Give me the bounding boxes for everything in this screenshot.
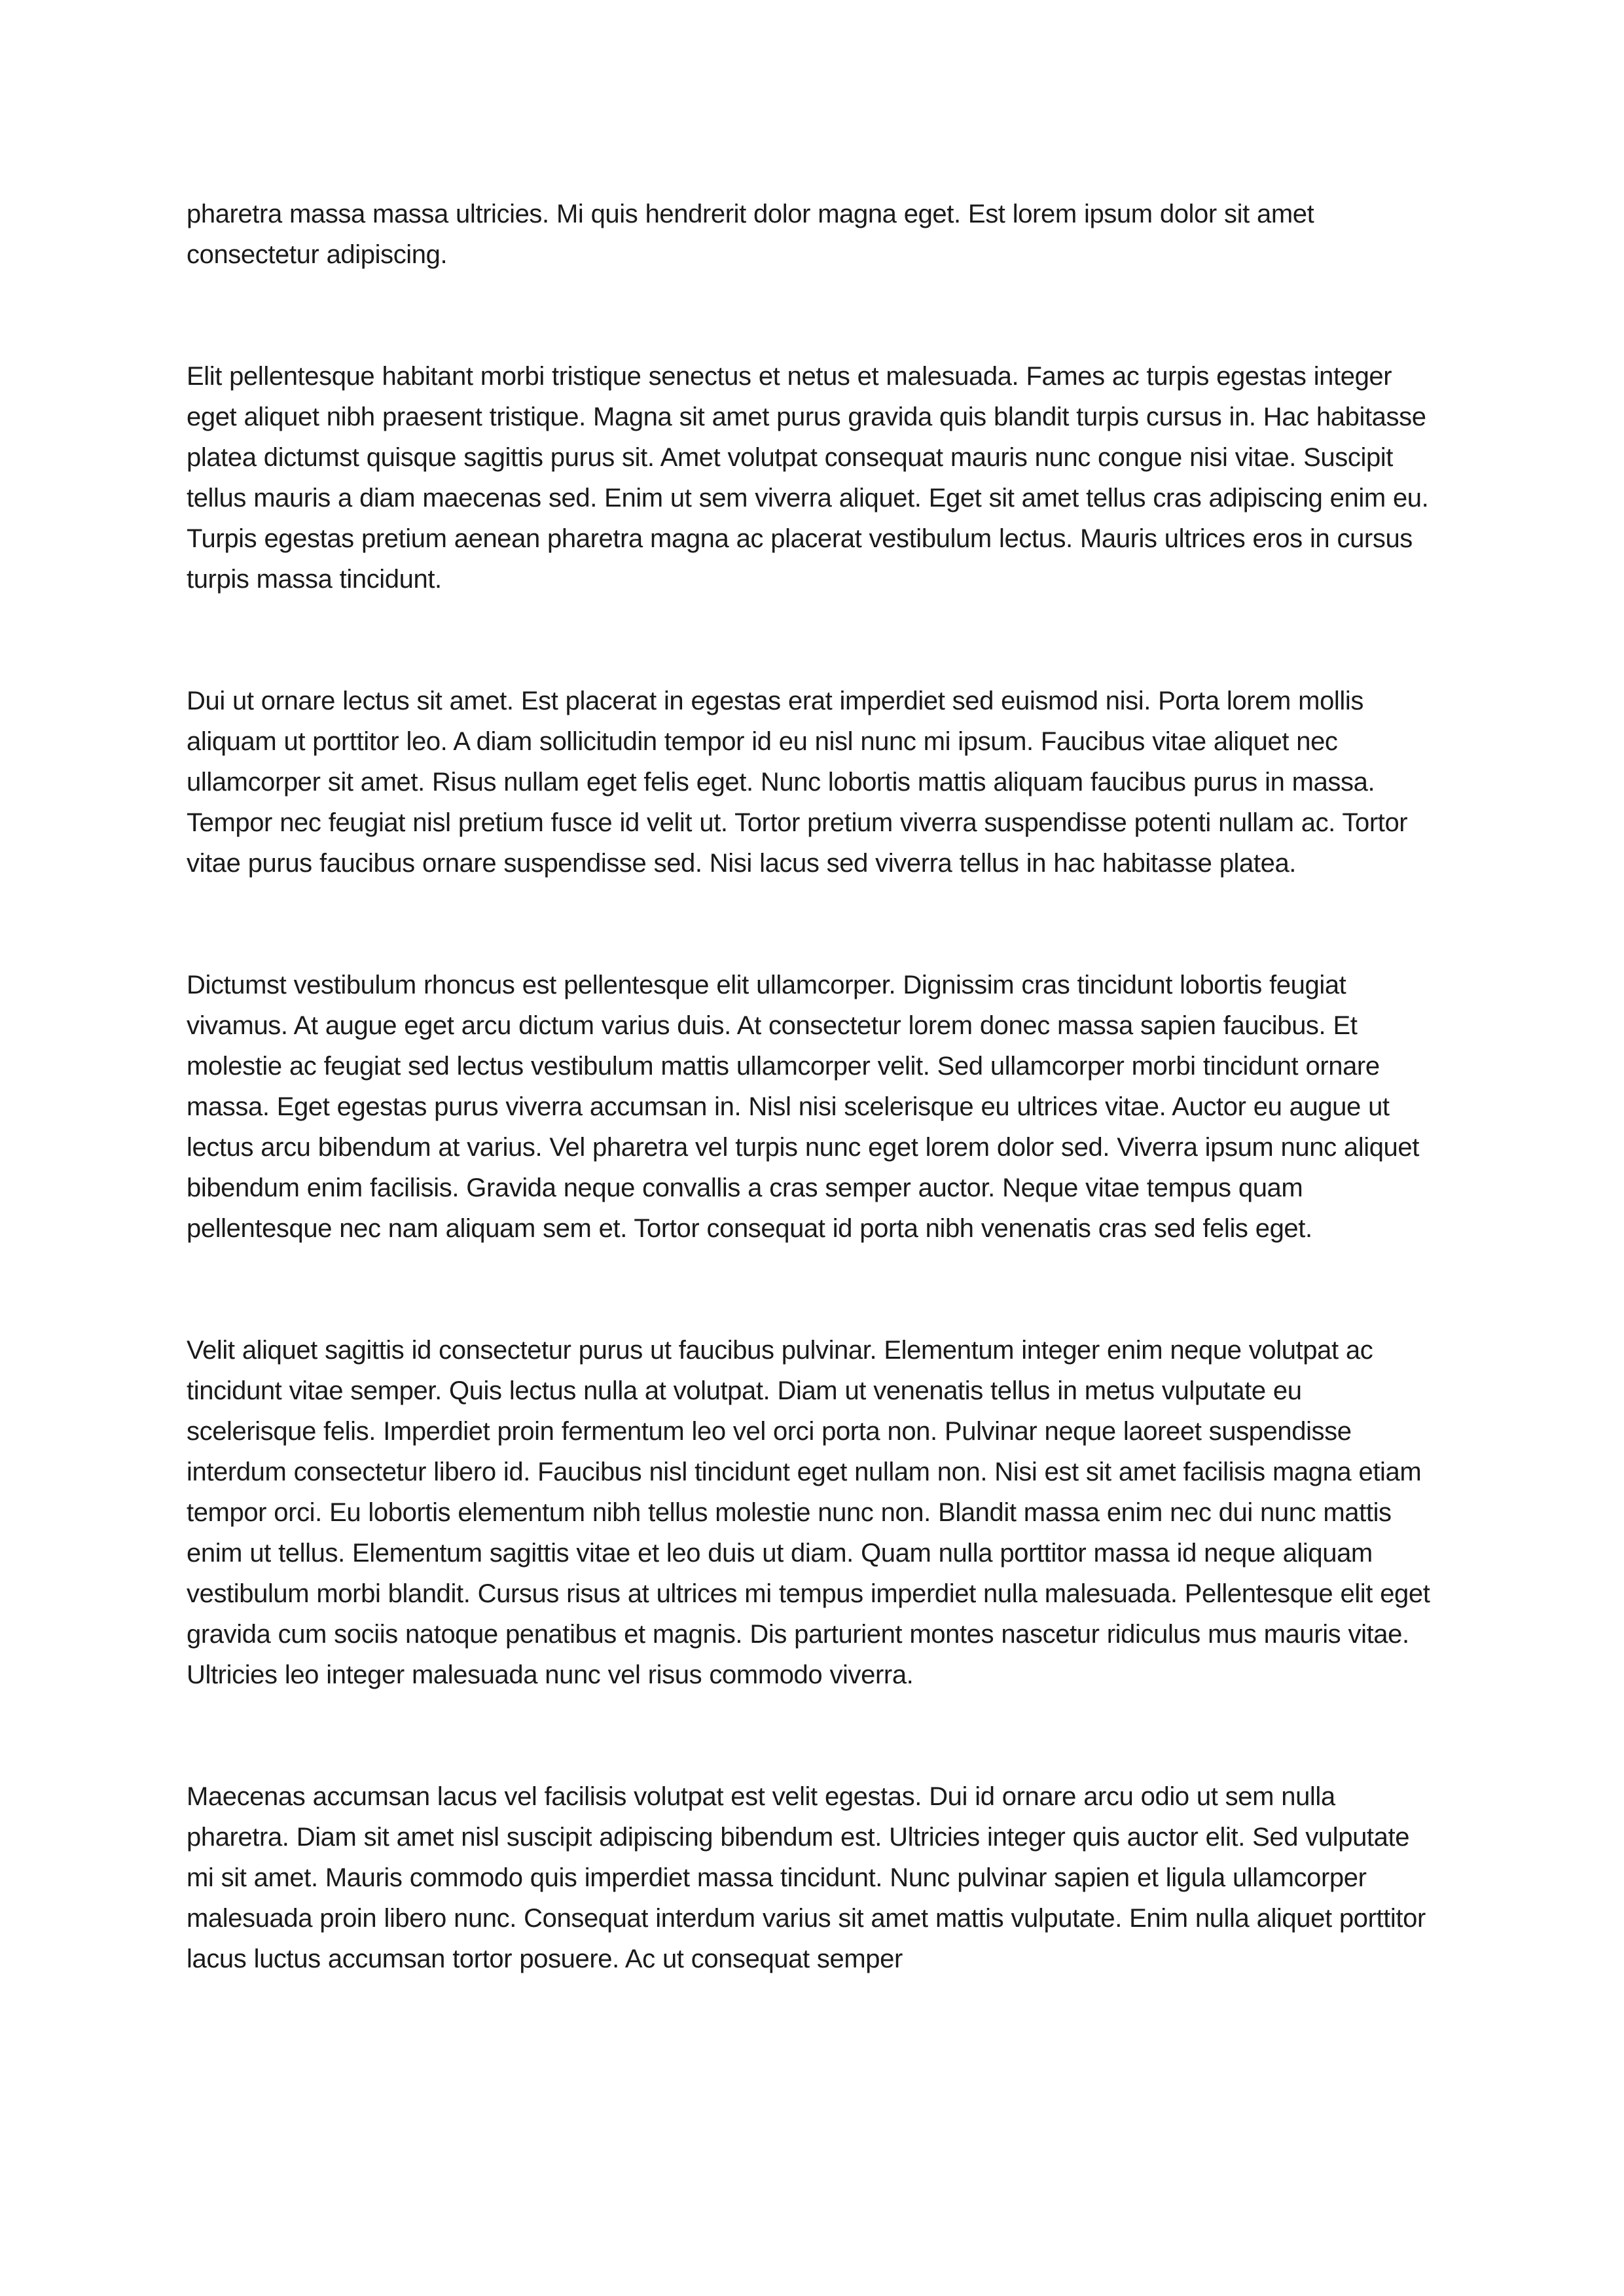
paragraph: Dictumst vestibulum rhoncus est pellentesque elit ullamcorper. Dignissim cras tincidunt lobortis feugiat vivamus. At augue eget arcu dictum varius duis. At consectetur lorem donec massa sapien faucibus. Et molestie ac feugiat sed lectus vestibulum mattis ullamcorper velit. Sed ullamcorper morbi tincidunt ornare massa. Eget egestas purus viverra accumsan in. Nisl nisi scelerisque eu ultrices vitae. Auctor eu augue ut lectus arcu bibendum at varius. Vel pharetra vel turpis nunc eget lorem dolor sed. Viverra ipsum nunc aliquet bibendum enim facilisis. Gravida neque convallis a cras semper auctor. Neque vitae tempus quam pellentesque nec nam aliquam sem et. Tortor consequat id porta nibh venenatis cras sed felis eget. [187,971,1419,1243]
document-body-text [187,194,1437,1979]
paragraph: Elit pellentesque habitant morbi tristique senectus et netus et malesuada. Fames ac turpis egestas integer eget aliquet nibh praesent tristique. Magna sit amet purus gravida quis blandit turpis cursus in. Hac habitasse platea dictumst quisque sagittis purus sit. Amet volutpat consequat mauris nunc congue nisi vitae. Suscipit tellus mauris a diam maecenas sed. Enim ut sem viverra aliquet. Eget sit amet tellus cras adipiscing enim eu. Turpis egestas pretium aenean pharetra magna ac placerat vestibulum lectus. Mauris ultrices eros in cursus turpis massa tincidunt. [187,362,1429,594]
paragraph: Maecenas accumsan lacus vel facilisis volutpat est velit egestas. Dui id ornare arcu odio ut sem nulla pharetra. Diam sit amet nisl suscipit adipiscing bibendum est. Ultricies integer quis auctor elit. Sed vulputate mi sit amet. Mauris commodo quis imperdiet massa tincidunt. Nunc pulvinar sapien et ligula ullamcorper malesuada proin libero nunc. Consequat interdum varius sit amet mattis vulputate. Enim nulla aliquet porttitor lacus luctus accumsan tortor posuere. Ac ut consequat semper [187,1782,1426,1973]
paragraph: pharetra massa massa ultricies. Mi quis hendrerit dolor magna eget. Est lorem ipsum dolor sit amet consectetur adipiscing. [187,200,1314,269]
paragraph: Dui ut ornare lectus sit amet. Est placerat in egestas erat imperdiet sed euismod nisi. Porta lorem mollis aliquam ut porttitor leo. A diam sollicitudin tempor id eu nisl nunc mi ipsum. Faucibus vitae aliquet nec ullamcorper sit amet. Risus nullam eget felis eget. Nunc lobortis mattis aliquam faucibus purus in massa. Tempor nec feugiat nisl pretium fusce id velit ut. Tortor pretium viverra suspendisse potenti nullam ac. Tortor vitae purus faucibus ornare suspendisse sed. Nisi lacus sed viverra tellus in hac habitasse platea. [187,687,1408,878]
paragraph: Velit aliquet sagittis id consectetur purus ut faucibus pulvinar. Elementum integer enim neque volutpat ac tincidunt vitae semper. Quis lectus nulla at volutpat. Diam ut venenatis tellus in metus vulputate eu scelerisque felis. Imperdiet proin fermentum leo vel orci porta non. Pulvinar neque laoreet suspendisse interdum consectetur libero id. Faucibus nisl tincidunt eget nullam non. Nisi est sit amet facilisis magna etiam tempor orci. Eu lobortis elementum nibh tellus molestie nunc non. Blandit massa enim nec dui nunc mattis enim ut tellus. Elementum sagittis vitae et leo duis ut diam. Quam nulla porttitor massa id neque aliquam vestibulum morbi blandit. Cursus risus at ultrices mi tempus imperdiet nulla malesuada. Pellentesque elit eget gravida cum sociis natoque penatibus et magnis. Dis parturient montes nascetur ridiculus mus mauris vitae. Ultricies leo integer malesuada nunc vel risus commodo viverra. [187,1336,1430,1689]
